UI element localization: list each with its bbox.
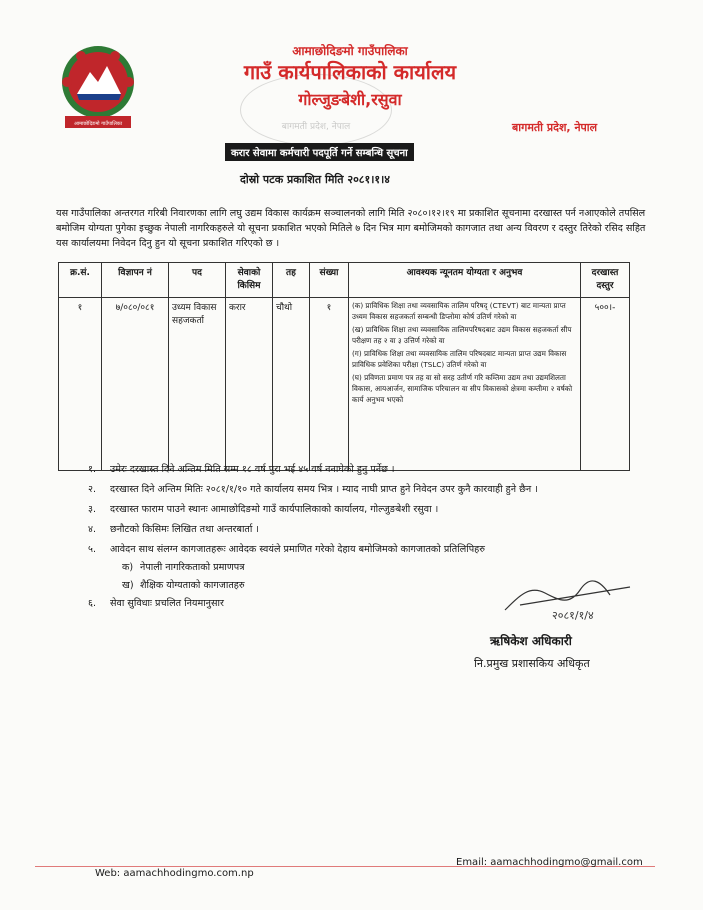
notice-title: करार सेवामा कर्मचारी पदपूर्ति गर्ने सम्बन्धि सूचना: [225, 143, 414, 161]
header-fee: दरखास्त दस्तुर: [581, 263, 630, 298]
cell-fee: ५००।-: [581, 298, 630, 471]
table-header-row: [59, 263, 630, 298]
header-count: संख्या: [310, 263, 349, 298]
header-adv-no: विज्ञापन नं: [102, 263, 169, 298]
footer-website: Web: aamachhodingmo.com.np: [95, 868, 254, 879]
cell-adv-no: ७/०८०/०८१: [102, 298, 169, 471]
list-item: ५. आवेदन साथ संलग्न कागजातहरूः आवेदक स्वयंले प्रमाणित गरेको देहाय बमोजिमको कागजातको प्रतिलिपिहरु: [88, 544, 485, 555]
qualification-item: (ख) प्राविधिक शिक्षा तथा व्यवसायिक तालिमपरिषदबाट उद्यम विकास सहजकर्ता सीप परीक्षण तह २ वा ३ उत्तिर्ण गरेको वा: [352, 325, 572, 345]
cell-service-type: करार: [226, 298, 273, 471]
header-qualification: आवश्यक न्यूनतम योग्यता र अनुभव: [349, 263, 581, 298]
list-item: २. दरखास्त दिने अन्तिम मितिः २०८१/१/१० गते कार्यालय समय भित्र । म्याद नाघी प्राप्त हुने निवेदन उपर कुनै कारवाही हुने छैन ।: [88, 484, 538, 495]
list-item: ३. दरखास्त फाराम पाउने स्थानः आमाछोदिङमो गाउँ कार्यपालिकाको कार्यालय, गोल्जुङबेशी रसुवा ।: [88, 504, 439, 515]
emblem-text: आमाछोदिङमो गाउँपालिका: [73, 121, 123, 127]
cell-sn: १: [59, 298, 102, 471]
cell-count: १: [310, 298, 349, 471]
header-sn: क्र.सं.: [59, 263, 102, 298]
list-item: ख) शैक्षिक योग्यताको कागजातहरु: [122, 580, 245, 591]
header-level: तह: [273, 263, 310, 298]
cell-level: चौथो: [273, 298, 310, 471]
signer-title: नि.प्रमुख प्रशासकिय अधिकृत: [474, 657, 590, 670]
list-item: क) नेपाली नागरिकताको प्रमाणपत्र: [122, 562, 245, 573]
header-line-1: आमाछोदिङमो गाउँपालिका: [292, 44, 408, 58]
signature-date: २०८१/१/४: [552, 609, 594, 622]
table-row: [59, 298, 630, 471]
list-item: ४. छनौटको किसिमः लिखित तथा अन्तरबार्ता ।: [88, 524, 260, 535]
qualification-item: (क) प्राविधिक शिक्षा तथा व्यवसायिक तालिम परिषद् (CTEVT) बाट मान्यता प्राप्त उध्यम विकास सहजकर्ता सम्बन्धी डिप्लोमा कोर्ष उतिर्ण गरेको वा: [352, 301, 566, 321]
header-service-type: सेवाको किसिम: [226, 263, 273, 298]
intro-paragraph: यस गाउँपालिका अन्तरगत गरिबी निवारणका लागि लघु उद्यम विकास कार्यक्रम सञ्चालनको लागि मिति २०८०।१२।१९ मा प्रकाशित सूचनामा दरखास्त पर्न नआएकोले तपसिल बमोजिम योग्यता पुगेका इच्छुक नेपाली नागरिकहरुले यो सूचना प्रकाशित भएको मितिले ७ दिन भित्र माग बमोजिमको कागजात तथा अन्य विवरण र दस्तुर तिरेको रसिद सहित यस कार्यालयमा निवेदन दिनु हुन यो सूचना प्रकाशित गरिएको छ ।: [56, 208, 646, 249]
list-item: ६. सेवा सुविधाः प्रचलित नियमानुसार: [88, 598, 224, 609]
publication-date: दोस्रो पटक प्रकाशित मिति २०८१।१।४: [240, 173, 391, 186]
header-post: पद: [169, 263, 226, 298]
province-label: बागमती प्रदेश, नेपाल: [512, 121, 598, 134]
qualification-item: (ग) प्राविधिक शिक्षा तथा व्यवसायिक तालिम परिषदबाट मान्यता प्राप्त उद्यम विकास प्राविधिक प्रवेशिका परीक्षा (TSLC) उतिर्ण गरेको वा: [352, 349, 567, 369]
qualification-item: (घ) प्रविणता प्रमाण पत्र तह वा सो सरह उतीर्ण गरि कम्तिमा उद्यम तथा उद्यमशिलता विकास, आयआर्जन, सामाजिक परिचालन वा सीप विकासको क्षेत्रमा कम्तीमा २ वर्षको कार्य अनुभव भएको: [352, 373, 573, 404]
header-office-title: गाउँ कार्यपालिकाको कार्यालय: [243, 60, 457, 84]
office-stamp: बागमती प्रदेश, नेपाल: [240, 74, 392, 146]
header-address: गोल्जुङबेशी,रसुवा: [298, 90, 402, 109]
signature-scribble: [500, 575, 640, 625]
cell-post: उध्यम विकास सहजकर्ता: [169, 298, 226, 471]
cell-qualifications: [349, 298, 581, 471]
signer-name: ऋषिकेश अधिकारी: [490, 634, 572, 648]
footer-email: Email: aamachhodingmo@gmail.com: [456, 857, 643, 868]
list-item: १. उमेरः दरखास्त दिने अन्तिम मिति सम्म १८ वर्ष पुरा भई ४५ वर्ष ननाघेको हुनु पर्नेछ ।: [88, 464, 395, 475]
vacancy-table: [58, 262, 630, 471]
municipality-emblem: [55, 42, 141, 134]
